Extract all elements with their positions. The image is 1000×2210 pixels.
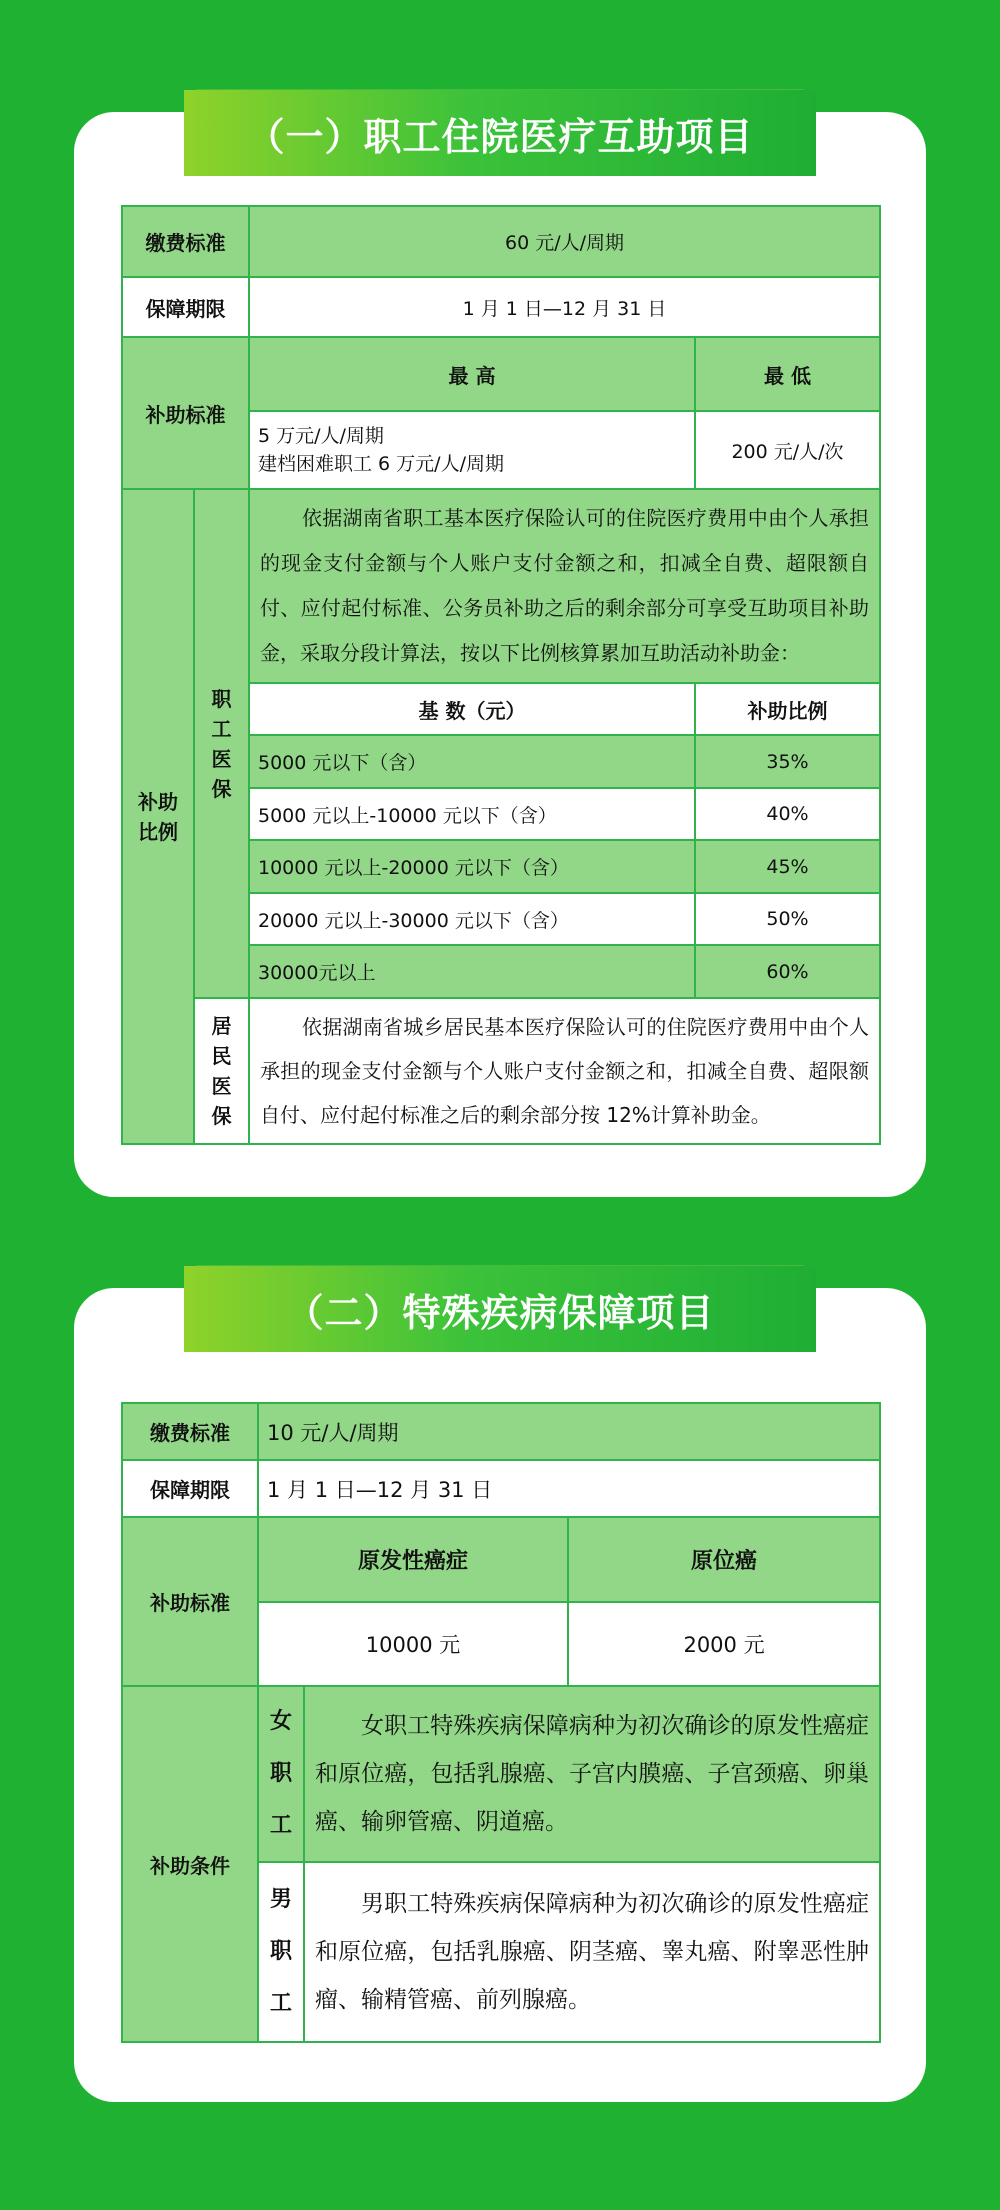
s1-res-ch3: 医 (211, 1074, 232, 1098)
s2-period-value: 1 月 1 日—12 月 31 日 (258, 1460, 880, 1517)
s2-primary-header: 原发性癌症 (258, 1517, 568, 1602)
s1-period-label: 保障期限 (122, 277, 249, 337)
s2-condition-label: 补助条件 (122, 1686, 258, 2042)
tier-rate: 35% (695, 735, 880, 788)
s2-male-label (258, 1862, 304, 2042)
section1-table (121, 205, 881, 1145)
s1-emp-ch2: 工 (211, 716, 232, 741)
s1-base-header: 基 数（元） (249, 683, 695, 735)
s2-period-label: 保障期限 (122, 1460, 258, 1517)
s1-ratio-label (122, 489, 194, 1144)
s2-primary-value: 10000 元 (258, 1602, 568, 1686)
s2-female-label (258, 1686, 304, 1862)
tier-rate: 45% (695, 840, 880, 893)
tier-rate: 40% (695, 788, 880, 840)
s2-insitu-header: 原位癌 (568, 1517, 880, 1602)
s2-insitu-value: 2000 元 (568, 1602, 880, 1686)
s2-fem-ch2: 职 (269, 1761, 292, 1786)
s1-ratio-label-1: 补助 (138, 789, 178, 814)
section2-title: （二）特殊疾病保障项目 (184, 1266, 816, 1352)
s1-max-header: 最 高 (249, 337, 695, 411)
s1-resident-label (194, 998, 249, 1144)
s1-emp-ch1: 职 (211, 686, 232, 711)
section1-title: （一）职工住院医疗互助项目 (184, 90, 816, 176)
s1-ratio-label-2: 比例 (138, 819, 178, 844)
s1-min-value: 200 元/人/次 (695, 411, 880, 489)
s2-fee-label: 缴费标准 (122, 1403, 258, 1460)
tier-base: 5000 元以下（含） (249, 735, 695, 788)
section2-table (121, 1402, 881, 2043)
s1-max-line2: 建档困难职工 6 万元/人/周期 (258, 453, 504, 475)
s2-female-paragraph: 女职工特殊疾病保障病种为初次确诊的原发性癌症和原位癌，包括乳腺癌、子宫内膜癌、子宫颈癌、卵巢癌、输卵管癌、阴道癌。 (304, 1686, 880, 1862)
s1-employee-label (194, 489, 249, 998)
tier-base: 5000 元以上-10000 元以下（含） (249, 788, 695, 840)
tier-rate: 60% (695, 945, 880, 998)
s2-male-paragraph: 男职工特殊疾病保障病种为初次确诊的原发性癌症和原位癌，包括乳腺癌、阴茎癌、睾丸癌、附睾恶性肿瘤、输精管癌、前列腺癌。 (304, 1862, 880, 2042)
s1-fee-label: 缴费标准 (122, 206, 249, 277)
s1-min-header: 最 低 (695, 337, 880, 411)
s1-max-line1: 5 万元/人/周期 (258, 425, 384, 447)
s1-res-ch2: 民 (211, 1044, 232, 1068)
tier-rate: 50% (695, 893, 880, 945)
s2-male-ch3: 工 (269, 1991, 292, 2016)
s2-male-ch2: 职 (269, 1939, 292, 1964)
s1-emp-ch4: 保 (211, 776, 232, 801)
tier-base: 20000 元以上-30000 元以下（含） (249, 893, 695, 945)
s2-fee-value: 10 元/人/周期 (258, 1403, 880, 1460)
s1-fee-value: 60 元/人/周期 (249, 206, 880, 277)
s1-employee-paragraph: 依据湖南省职工基本医疗保险认可的住院医疗费用中由个人承担的现金支付金额与个人账户支付金额之和，扣减全自费、超限额自付、应付起付标准、公务员补助之后的剩余部分可享受互助项目补助金，采取分段计算法，按以下比例核算累加互助活动补助金： (249, 489, 880, 683)
s2-fem-ch3: 工 (269, 1813, 292, 1838)
s1-emp-ch3: 医 (211, 746, 232, 771)
tier-base: 10000 元以上-20000 元以下（含） (249, 840, 695, 893)
tier-base: 30000元以上 (249, 945, 695, 998)
s2-male-ch1: 男 (269, 1887, 292, 1912)
s1-period-value: 1 月 1 日—12 月 31 日 (249, 277, 880, 337)
s1-rate-header: 补助比例 (695, 683, 880, 735)
s2-subsidy-label: 补助标准 (122, 1517, 258, 1686)
s1-res-ch1: 居 (211, 1014, 232, 1038)
s2-fem-ch1: 女 (269, 1709, 292, 1734)
s1-res-ch4: 保 (211, 1104, 232, 1128)
s1-max-value (249, 411, 695, 489)
s1-resident-paragraph: 依据湖南省城乡居民基本医疗保险认可的住院医疗费用中由个人承担的现金支付金额与个人账户支付金额之和，扣减全自费、超限额自付、应付起付标准之后的剩余部分按 12%计算补助金。 (249, 998, 880, 1144)
s1-subsidy-label: 补助标准 (122, 337, 249, 489)
